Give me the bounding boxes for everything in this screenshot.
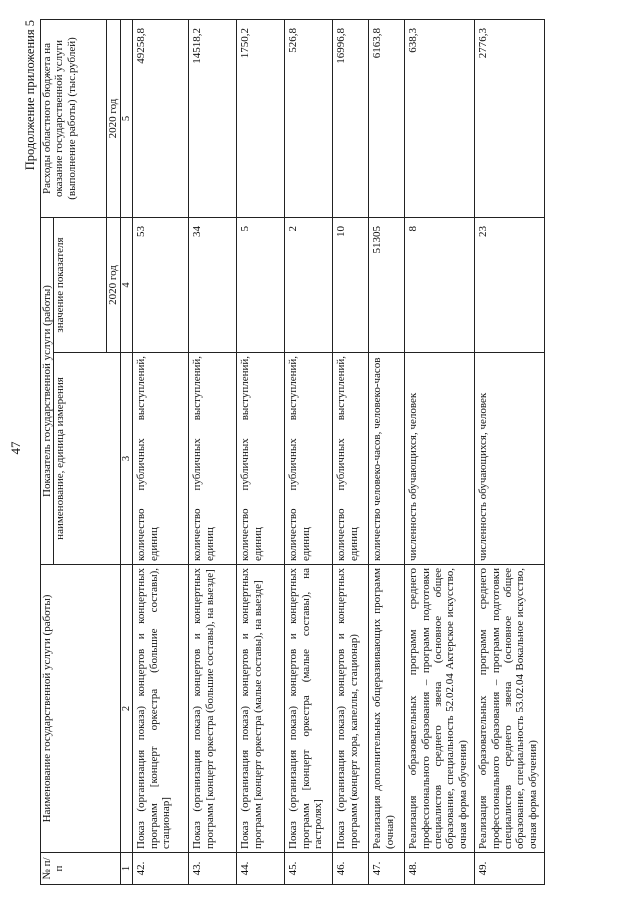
appendix-caption: Продолжение приложения 5 <box>23 20 37 171</box>
row-expense: 526,8 <box>285 19 333 217</box>
row-number: 42. <box>133 853 189 885</box>
header-unit: наименование, единица измерения <box>54 353 120 565</box>
row-unit: количество человеко-часов, человеко-часов <box>369 353 405 565</box>
row-number: 49. <box>475 853 545 885</box>
page-number: 47 <box>8 441 23 455</box>
row-number: 46. <box>333 853 369 885</box>
row-number: 44. <box>237 853 285 885</box>
column-index: 1 <box>120 853 133 885</box>
row-unit: количество публичных выступлений, единиц <box>285 353 333 565</box>
header-number: № п/п <box>41 853 121 885</box>
header-indicator-group: Показатель государственной услуги (работы) <box>41 217 54 564</box>
row-unit: количество публичных выступлений, единиц <box>333 353 369 565</box>
row-expense: 16996,8 <box>333 19 369 217</box>
row-value: 53 <box>133 217 189 352</box>
table-row <box>333 19 369 884</box>
row-number: 43. <box>189 853 237 885</box>
row-expense: 6163,8 <box>369 19 405 217</box>
row-value: 8 <box>405 217 475 352</box>
column-index-row <box>120 19 133 884</box>
column-index: 4 <box>120 217 133 352</box>
header-service: Наименование государственной услуги (работы) <box>41 565 121 853</box>
row-value: 34 <box>189 217 237 352</box>
table-row <box>285 19 333 884</box>
row-unit: количество публичных выступлений, единиц <box>237 353 285 565</box>
row-unit: численность обучающихся, человек <box>405 353 475 565</box>
row-expense: 1750,2 <box>237 19 285 217</box>
table-row <box>405 19 475 884</box>
table-row <box>133 19 189 884</box>
table-header <box>41 19 133 884</box>
header-value-year: 2020 год <box>107 217 120 352</box>
table-row <box>475 19 545 884</box>
row-value: 2 <box>285 217 333 352</box>
header-expenses-year: 2020 год <box>107 19 120 217</box>
row-number: 48. <box>405 853 475 885</box>
services-table <box>40 19 545 885</box>
row-expense: 638,3 <box>405 19 475 217</box>
row-service: Реализация образовательных программ среднего профессионального образования – программ подготовки специалистов среднего звена (основное общее образование, специальность 53.02.04 Вокальное искусство, очная форма обучения) <box>475 565 545 853</box>
column-index: 5 <box>120 19 133 217</box>
header-expenses: Расходы областного бюджета на оказание государственной услуги (выполнение работы) (тыс.рублей) <box>41 19 107 217</box>
row-service: Показ (организация показа) концертов и концертных программ [концерт оркестра (большие составы), стационар] <box>133 565 189 853</box>
table-row <box>369 19 405 884</box>
row-unit: количество публичных выступлений, единиц <box>189 353 237 565</box>
row-service: Показ (организация показа) концертов и концертных программ [концерт оркестра (малые составы), на выезде] <box>237 565 285 853</box>
row-expense: 2776,3 <box>475 19 545 217</box>
table-row <box>189 19 237 884</box>
row-value: 23 <box>475 217 545 352</box>
row-number: 47. <box>369 853 405 885</box>
column-index: 2 <box>120 565 133 853</box>
row-value: 5 <box>237 217 285 352</box>
row-service: Показ (организация показа) концертов и концертных программ [концерт оркестра (малые составы), на гастролях] <box>285 565 333 853</box>
row-number: 45. <box>285 853 333 885</box>
row-value: 10 <box>333 217 369 352</box>
row-expense: 14518,2 <box>189 19 237 217</box>
row-unit: количество публичных выступлений, единиц <box>133 353 189 565</box>
row-service: Реализация дополнительных общеразвивающих программ (очная) <box>369 565 405 853</box>
row-value: 51305 <box>369 217 405 352</box>
column-index: 3 <box>120 353 133 565</box>
row-expense: 49258,8 <box>133 19 189 217</box>
row-service: Показ (организация показа) концертов и концертных программ [концерт оркестра (большие составы), на выезде] <box>189 565 237 853</box>
rotated-page <box>20 20 620 885</box>
table-row <box>237 19 285 884</box>
row-service: Показ (организация показа) концертов и концертных программ (концерт хора, капеллы, стационар) <box>333 565 369 853</box>
row-service: Реализация образовательных программ среднего профессионального образования – программ подготовки специалистов среднего звена (основное общее образование, специальность 52.02.04 Актерское искусство, очная форма обучения) <box>405 565 475 853</box>
header-value: значение показателя <box>54 217 107 352</box>
row-unit: численность обучающихся, человек <box>475 353 545 565</box>
table-body <box>133 19 545 884</box>
